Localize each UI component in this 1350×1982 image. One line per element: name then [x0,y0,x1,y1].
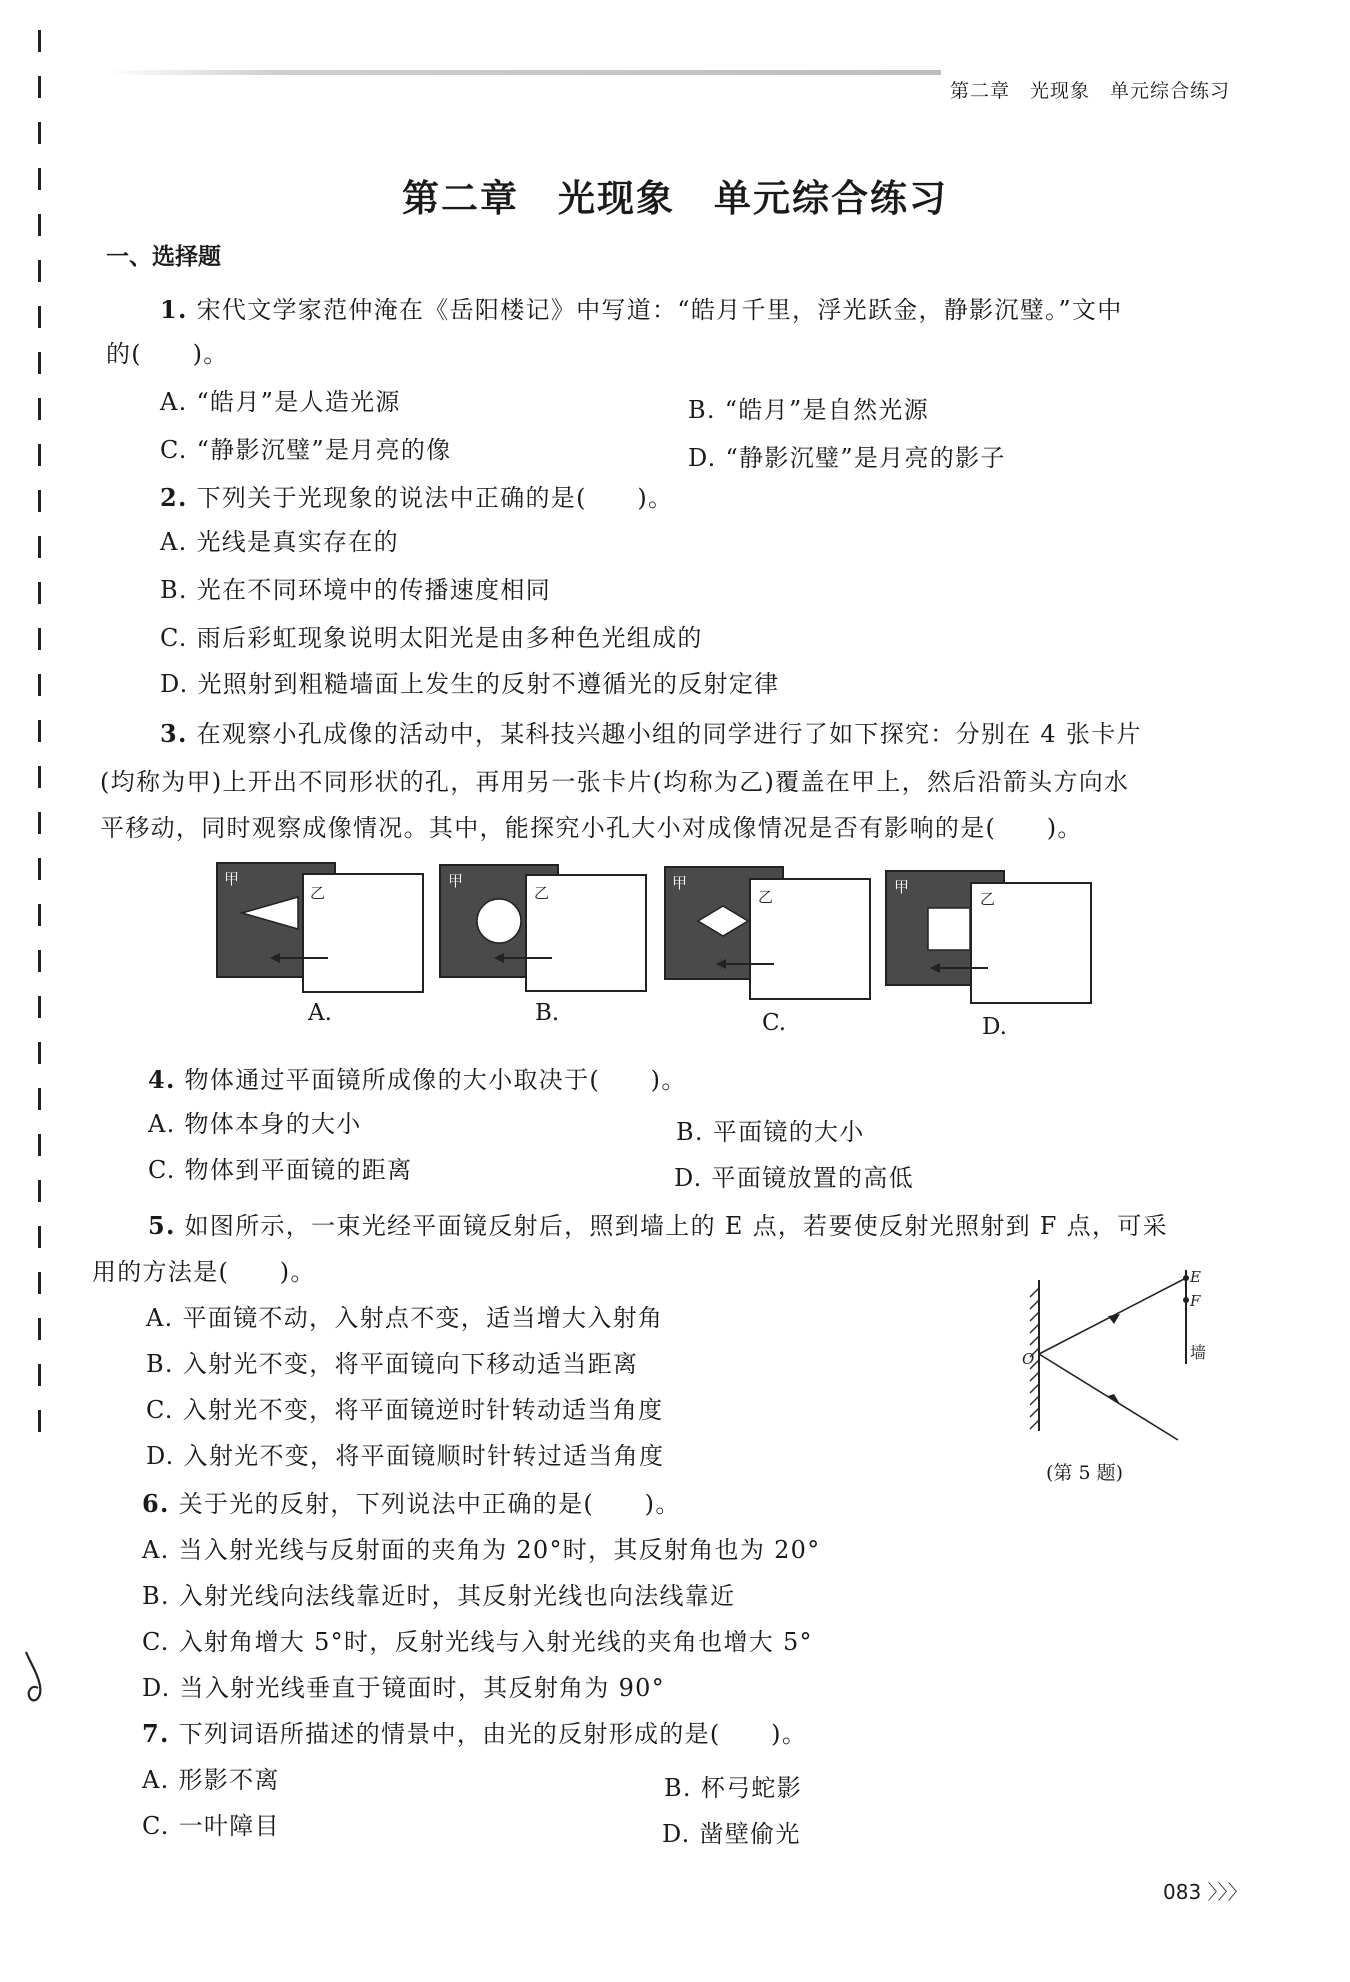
q6-option-c: C. 入射角增大 5°时，反射光线与入射光线的夹角也增大 5° [142,1628,813,1656]
svg-text:F: F [1190,1292,1201,1310]
svg-text:O: O [1022,1350,1035,1368]
q7-option-d: D. 凿壁偷光 [662,1820,801,1848]
q6-option-b: B. 入射光线向法线靠近时，其反射光线也向法线靠近 [142,1582,736,1610]
q2-number: 2. [160,483,188,512]
q2-option-c: C. 雨后彩虹现象说明太阳光是由多种色光组成的 [160,624,703,652]
q6-number: 6. [142,1489,170,1518]
q3-stem-line2: (均称为甲)上开出不同形状的孔，再用另一张卡片(均称为乙)覆盖在甲上，然后沿箭头方向水 [100,768,1130,796]
q1-option-a: A. “皓月”是人造光源 [160,388,401,416]
page-number: 083 〉〉〉 [1163,1880,1248,1904]
q5-option-c: C. 入射光不变，将平面镜逆时针转动适当角度 [146,1396,664,1424]
q3-stem-line3: 平移动，同时观察成像情况。其中，能探究小孔大小对成像情况是否有影响的是( )。 [100,814,1083,842]
q5-option-a: A. 平面镜不动，入射点不变，适当增大入射角 [146,1304,664,1332]
arrow-left-icon [716,956,776,972]
q4-stem: 4. 物体通过平面镜所成像的大小取决于( )。 [148,1065,687,1094]
arrow-left-icon [270,950,330,966]
q2-option-d: D. 光照射到粗糙墙面上发生的反射不遵循光的反射定律 [160,670,780,698]
diamond-hole [696,904,750,938]
q6-option-d: D. 当入射光线垂直于镜面时，其反射角为 90° [142,1674,666,1702]
q2-option-a: A. 光线是真实存在的 [160,528,399,556]
q4-option-b: B. 平面镜的大小 [676,1118,865,1146]
q5-mirror-diagram [1010,1248,1240,1448]
q5-stem-line1: 5. 如图所示，一束光经平面镜反射后，照到墙上的 E 点，若要使反射光照射到 F 点，可采 [148,1211,1168,1240]
running-header: 第二章 光现象 单元综合练习 [950,80,1231,102]
q6-option-a: A. 当入射光线与反射面的夹角为 20°时，其反射角也为 20° [142,1536,821,1564]
q2-stem: 2. 下列关于光现象的说法中正确的是( )。 [160,483,674,512]
q7-number: 7. [142,1719,170,1748]
q1-stem-line1: 1. 宋代文学家范仲淹在《岳阳楼记》中写道：“皓月千里，浮光跃金，静影沉璧。”文中 [160,295,1123,324]
q5-stem-line2: 用的方法是( )。 [92,1258,316,1286]
q4-option-a: A. 物体本身的大小 [148,1110,362,1138]
arrow-left-icon [930,960,990,976]
q1-option-b: B. “皓月”是自然光源 [688,396,930,424]
triangle-hole [240,895,300,931]
q7-stem: 7. 下列词语所描述的情景中，由光的反射形成的是( )。 [142,1719,808,1748]
q1-option-d: D. “静影沉璧”是月亮的影子 [688,444,1006,472]
section-heading: 一、选择题 [106,244,221,270]
svg-text:墙: 墙 [1190,1343,1207,1362]
q5-figure-caption: (第 5 题) [1046,1462,1123,1484]
q3-number: 3. [160,719,188,748]
header-rule [106,70,941,75]
square-hole [926,906,972,952]
q5-option-b: B. 入射光不变，将平面镜向下移动适当距离 [146,1350,639,1378]
q4-number: 4. [148,1065,176,1094]
q5-option-d: D. 入射光不变，将平面镜顺时针转过适当角度 [146,1442,665,1470]
q4-option-c: C. 物体到平面镜的距离 [148,1156,413,1184]
q1-option-c: C. “静影沉璧”是月亮的像 [160,436,452,464]
q2-option-b: B. 光在不同环境中的传播速度相同 [160,576,551,604]
q6-stem: 6. 关于光的反射，下列说法中正确的是( )。 [142,1489,681,1518]
arrow-left-icon [494,950,554,966]
q7-option-a: A. 形影不离 [142,1766,280,1794]
q7-option-c: C. 一叶障目 [142,1812,280,1840]
q5-number: 5. [148,1211,176,1240]
q7-option-b: B. 杯弓蛇影 [664,1774,802,1802]
q4-option-d: D. 平面镜放置的高低 [674,1164,914,1192]
binder-margin-marks [38,30,44,1470]
q1-stem-line2: 的( )。 [106,340,229,368]
circle-hole [474,896,524,946]
handwritten-pen-mark [20,1648,60,1708]
q3-stem-line1: 3. 在观察小孔成像的活动中，某科技兴趣小组的同学进行了如下探究：分别在 4 张卡片 [160,719,1142,748]
svg-text:E: E [1190,1268,1201,1286]
q1-number: 1. [160,295,188,324]
page-title: 第二章 光现象 单元综合练习 [402,177,948,220]
